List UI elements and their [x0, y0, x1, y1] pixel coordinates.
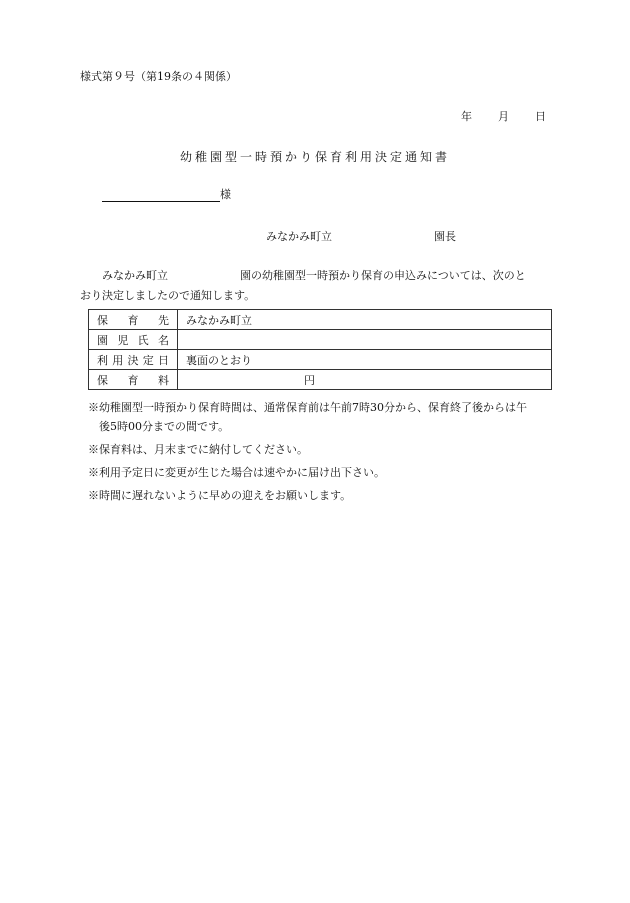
date-month: 月: [498, 110, 509, 123]
document-title: 幼稚園型一時預かり保育利用決定通知書: [179, 150, 450, 164]
recipient-line: [102, 186, 231, 202]
note-item: [88, 440, 558, 459]
label-char: 先: [158, 313, 169, 327]
info-table: [88, 309, 552, 390]
label-char: 園: [97, 333, 108, 347]
row-value: みなかみ町立: [178, 310, 552, 330]
note-item: [88, 486, 558, 505]
label-char: 氏: [137, 333, 149, 347]
recipient-name-blank: [102, 187, 220, 202]
label-char: 保: [97, 313, 108, 327]
note-line: ※利用予定日に変更が生じた場合は速やかに届け出下さい。: [88, 466, 385, 479]
row-label: [89, 350, 178, 370]
label-char: 決: [127, 353, 139, 367]
label-char: 育: [127, 313, 139, 327]
label-char: 児: [117, 333, 129, 347]
label-char: 育: [127, 373, 139, 387]
table-row: [89, 310, 552, 330]
note-line-cont: 後5時00分までの間です。: [99, 420, 230, 433]
note-line: ※保育料は、月末までに納付してください。: [88, 443, 308, 456]
row-value: [178, 370, 552, 390]
date-day: 日: [535, 110, 546, 123]
label-char: 料: [158, 373, 169, 387]
label-char: 日: [158, 353, 169, 367]
label-char: 名: [157, 333, 169, 347]
notes: [88, 398, 558, 509]
row-label: [89, 310, 178, 330]
label-chars: [97, 312, 169, 328]
note-line: ※幼稚園型一時預かり保育時間は、通常保育前は午前7時30分から、保育終了後からは午: [88, 401, 527, 414]
recipient-suffix: 様: [220, 188, 231, 201]
form-number: 様式第９号（第19条の４関係）: [80, 70, 237, 83]
issuer-title: 園長: [434, 230, 456, 243]
row-label: [89, 370, 178, 390]
label-char: 保: [97, 373, 108, 387]
row-label: [89, 330, 178, 350]
row-value: [178, 330, 552, 350]
table-row: [89, 330, 552, 350]
label-chars: [97, 352, 169, 368]
note-item: [88, 398, 558, 436]
fee-unit: 円: [304, 373, 315, 387]
note-item: [88, 463, 558, 482]
body-line1: 園の幼稚園型一時預かり保育の申込みについては、次のと: [240, 269, 526, 282]
label-char: 利: [97, 353, 108, 367]
label-chars: [97, 332, 169, 348]
table-row: [89, 370, 552, 390]
row-value: 裏面のとおり: [178, 350, 552, 370]
table-row: [89, 350, 552, 370]
label-char: 定: [142, 353, 154, 367]
issuer-town: みなかみ町立: [266, 230, 332, 243]
note-line: ※時間に遅れないように早めの迎えをお願いします。: [88, 489, 352, 502]
body-line2: おり決定しましたので通知します。: [80, 289, 256, 302]
label-char: 用: [112, 353, 124, 367]
label-chars: [97, 372, 169, 388]
date-line: [461, 108, 546, 124]
date-year: 年: [461, 110, 472, 123]
body-text: [80, 266, 552, 306]
body-prefix: みなかみ町立: [102, 269, 168, 282]
